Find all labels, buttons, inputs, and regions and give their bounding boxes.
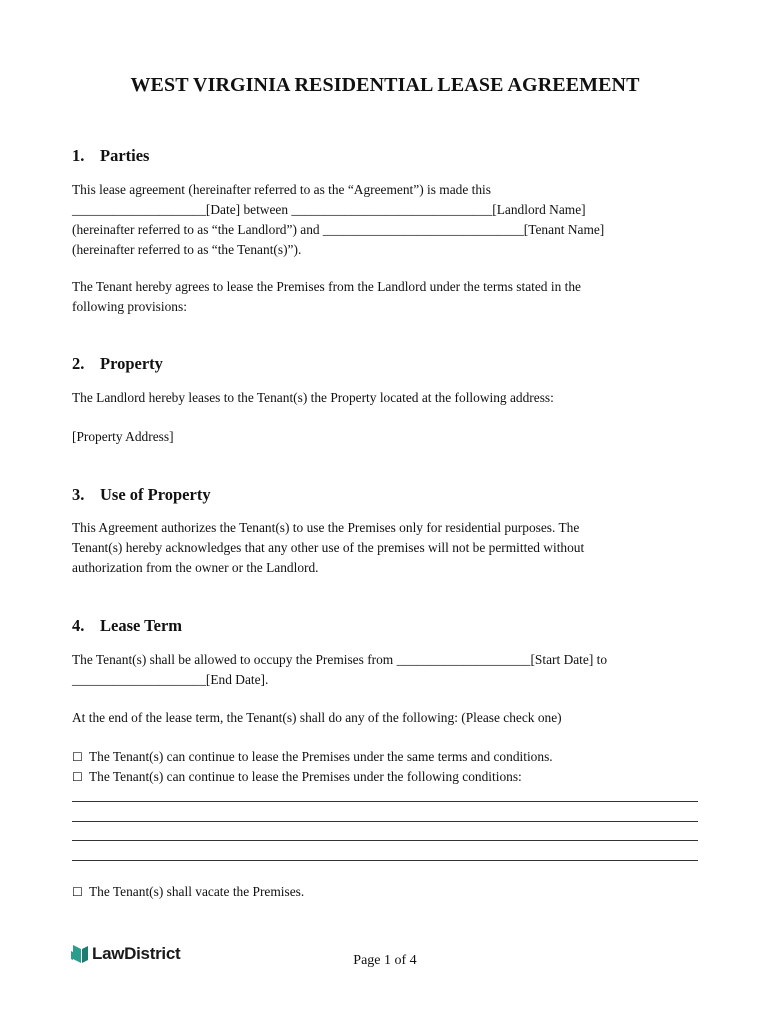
option-label: The Tenant(s) can continue to lease the Premises under the following conditions: — [89, 769, 522, 784]
text-line: [Property Address] — [72, 429, 174, 444]
lease-end-final-option — [72, 882, 702, 902]
section-title: Use of Property — [100, 485, 211, 504]
lease-end-options — [72, 747, 702, 787]
text-line: The Tenant(s) shall be allowed to occupy the Premises from ____________________[Start Date] to — [72, 652, 608, 667]
conditions-blank-line[interactable] — [72, 840, 698, 841]
section-heading-use-of-property — [72, 485, 211, 505]
text-line: authorization from the owner or the Landlord. — [72, 560, 319, 575]
lease-end-instruction — [72, 708, 702, 728]
property-paragraph — [72, 388, 702, 408]
section-title: Parties — [100, 146, 150, 165]
parties-paragraph — [72, 180, 702, 260]
conditions-blank-line[interactable] — [72, 801, 698, 802]
option-same-terms[interactable] — [72, 747, 702, 767]
section-heading-parties — [72, 146, 149, 166]
checkbox-icon[interactable]: ☐ — [72, 750, 83, 764]
section-number: 3. — [72, 485, 85, 504]
option-label: The Tenant(s) can continue to lease the Premises under the same terms and conditions. — [89, 749, 553, 764]
section-number: 1. — [72, 146, 85, 165]
text-line: (hereinafter referred to as “the Landlord”) and ______________________________[Tenant Name] — [72, 222, 605, 237]
text-line: (hereinafter referred to as “the Tenant(s)”). — [72, 242, 302, 257]
conditions-blank-line[interactable] — [72, 860, 698, 861]
section-heading-property — [72, 354, 163, 374]
text-line: following provisions: — [72, 299, 187, 314]
section-title: Property — [100, 354, 163, 373]
option-label: The Tenant(s) shall vacate the Premises. — [89, 884, 305, 899]
section-heading-lease-term — [72, 616, 182, 636]
section-number: 4. — [72, 616, 85, 635]
text-line: The Landlord hereby leases to the Tenant(s) the Property located at the following address: — [72, 390, 554, 405]
use-of-property-paragraph — [72, 518, 702, 578]
lease-term-paragraph — [72, 650, 702, 690]
checkbox-icon[interactable]: ☐ — [72, 770, 83, 784]
checkbox-icon[interactable]: ☐ — [72, 885, 83, 899]
text-line: ____________________[Date] between ______________________________[Landlord Name] — [72, 202, 586, 217]
option-following-conditions[interactable] — [72, 767, 702, 787]
text-line: ____________________[End Date]. — [72, 672, 269, 687]
section-title: Lease Term — [100, 616, 183, 635]
property-address-placeholder — [72, 427, 702, 447]
logo-wordmark: LawDistrict — [92, 944, 181, 963]
page-number: Page 1 of 4 — [353, 953, 417, 968]
text-line: This Agreement authorizes the Tenant(s) to use the Premises only for residential purposes. The — [72, 520, 580, 535]
conditions-blank-line[interactable] — [72, 821, 698, 822]
option-vacate[interactable] — [72, 882, 702, 902]
text-line: At the end of the lease term, the Tenant(s) shall do any of the following: (Please check one) — [72, 710, 562, 725]
text-line: Tenant(s) hereby acknowledges that any other use of the premises will not be permitted without — [72, 540, 585, 555]
section-number: 2. — [72, 354, 85, 373]
text-line: The Tenant hereby agrees to lease the Premises from the Landlord under the terms stated in the — [72, 279, 581, 294]
text-line: This lease agreement (hereinafter referred to as the “Agreement”) is made this — [72, 182, 491, 197]
document-title: WEST VIRGINIA RESIDENTIAL LEASE AGREEMENT — [130, 74, 640, 96]
lease-agreement-paragraph — [72, 277, 702, 317]
